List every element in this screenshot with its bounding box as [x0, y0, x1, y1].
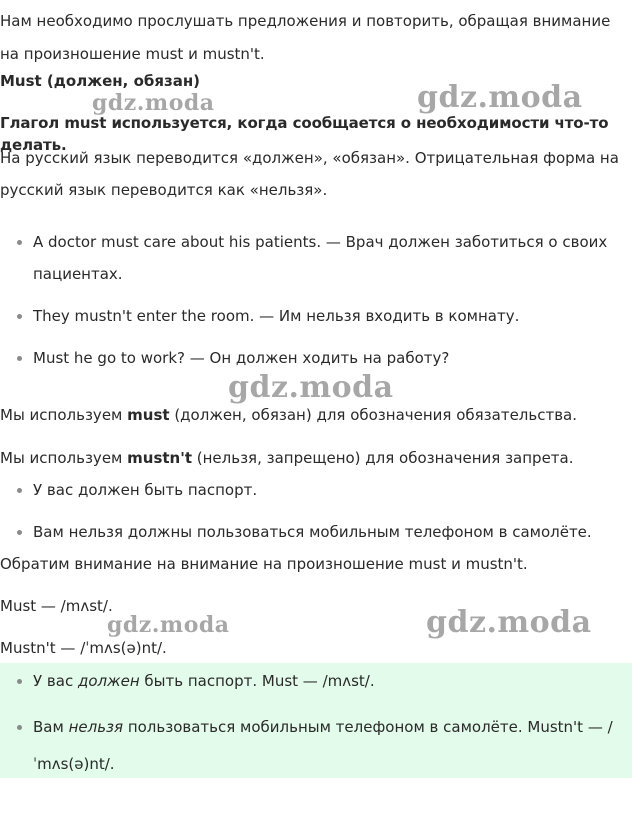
watermark: gdz.moda [417, 80, 583, 115]
sentence-item: Вам нельзя должны пользоваться мобильным телефоном в самолёте. [0, 518, 592, 546]
usage-must-word: must [127, 406, 170, 424]
usage-must-paragraph [0, 401, 577, 429]
mustnt-pronunciation: Mustn't — /ˈmʌs(ə)nt/. [0, 639, 167, 657]
watermark: gdz.moda [426, 605, 592, 640]
usage-must-suffix: (должен, обязан) для обозначения обязательства. [169, 406, 578, 424]
highlight-box [0, 663, 632, 778]
usage-mustnt-word: mustn't [127, 449, 192, 467]
usage-mustnt-prefix: Мы используем [0, 449, 128, 467]
watermark: gdz.moda [228, 370, 394, 405]
highlight-emphasis: нельзя [68, 718, 124, 736]
sentence-item: У вас должен быть паспорт. [0, 476, 257, 504]
highlight-before: Вам [33, 718, 69, 736]
must-pronunciation: Must — /mʌst/. [0, 597, 113, 615]
must-heading: Must (должен, обязан) [0, 72, 201, 90]
translation-paragraph: На русский язык переводится «должен», «обязан». Отрицательная форма на русский язык переводится как «нельзя». [0, 149, 619, 199]
usage-mustnt-paragraph [0, 444, 574, 472]
highlight-after: быть паспорт. Must — /mʌst/. [139, 672, 375, 690]
example-item: They mustn't enter the room. — Им нельзя входить в комнату. [0, 300, 625, 332]
attention-paragraph: Обратим внимание на внимание на произношение must и mustn't. [0, 555, 528, 573]
highlight-before: У вас [33, 672, 78, 690]
highlight-after: пользоваться мобильным телефоном в самолёте. Mustn't — /ˈmʌs(ə)nt/. [33, 718, 613, 773]
usage-mustnt-suffix: (нельзя, запрещено) для обозначения запрета. [192, 449, 574, 467]
example-item: Must he go to work? — Он должен ходить на работу? [0, 342, 625, 374]
highlight-emphasis: должен [77, 672, 140, 690]
highlight-item [0, 667, 625, 695]
watermark: gdz.moda [107, 612, 230, 638]
verb-usage-paragraph: Глагол must используется, когда сообщается о необходимости что-то делать. [0, 114, 609, 154]
highlight-item [0, 709, 625, 783]
example-item: A doctor must care about his patients. — Врач должен заботиться о своих пациентах. [0, 226, 625, 290]
watermark: gdz.moda [92, 90, 215, 116]
usage-must-prefix: Мы используем [0, 406, 128, 424]
intro-paragraph: Нам необходимо прослушать предложения и повторить, обращая внимание на произношение must и mustn't. [0, 12, 611, 63]
